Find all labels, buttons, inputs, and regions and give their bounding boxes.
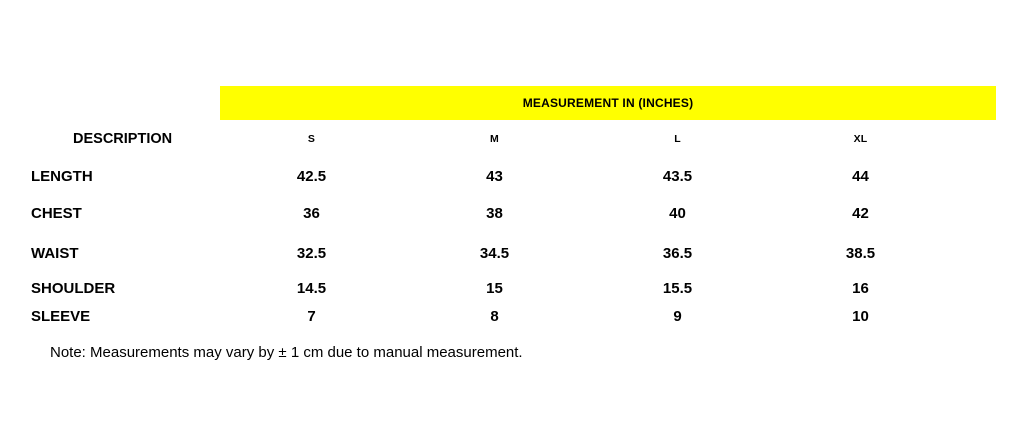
- column-header-size-m: M: [490, 133, 499, 145]
- column-header-size-s: S: [307, 133, 316, 145]
- shoulder-value-xl: 16: [852, 279, 869, 297]
- length-value-s: 42.5: [296, 167, 327, 185]
- sleeve-value-m: 8: [490, 308, 499, 325]
- chest-value-m: 38: [486, 205, 503, 222]
- waist-value-m: 34.5: [479, 244, 510, 262]
- measurement-unit-banner: MEASUREMENT IN (INCHES): [220, 86, 996, 120]
- size-chart-table: [0, 86, 1024, 330]
- sleeve-value-xl: 10: [852, 308, 869, 325]
- sleeve-value-s: 7: [307, 308, 316, 325]
- column-header-size-xl: XL: [853, 133, 868, 145]
- shoulder-value-l: 15.5: [662, 279, 693, 297]
- column-header-description: DESCRIPTION: [73, 131, 173, 147]
- measurement-note: Note: Measurements may vary by ± 1 cm due to manual measurement.: [50, 344, 523, 361]
- shoulder-value-s: 14.5: [296, 279, 327, 297]
- length-value-l: 43.5: [662, 167, 693, 185]
- column-header-size-l: L: [674, 133, 681, 145]
- length-value-m: 43: [486, 167, 503, 185]
- row-label-sleeve: SLEEVE: [31, 308, 91, 325]
- row-label-chest: CHEST: [31, 205, 82, 222]
- sleeve-value-l: 9: [673, 308, 682, 325]
- shoulder-value-m: 15: [486, 279, 503, 297]
- waist-value-xl: 38.5: [845, 244, 876, 262]
- waist-value-s: 32.5: [296, 244, 327, 262]
- length-value-xl: 44: [852, 167, 869, 185]
- row-label-waist: WAIST: [31, 244, 79, 262]
- waist-value-l: 36.5: [662, 244, 693, 262]
- chest-value-xl: 42: [852, 205, 869, 222]
- row-label-shoulder: SHOULDER: [31, 279, 116, 297]
- chest-value-l: 40: [669, 205, 686, 222]
- row-label-length: LENGTH: [31, 167, 93, 185]
- chest-value-s: 36: [303, 205, 320, 222]
